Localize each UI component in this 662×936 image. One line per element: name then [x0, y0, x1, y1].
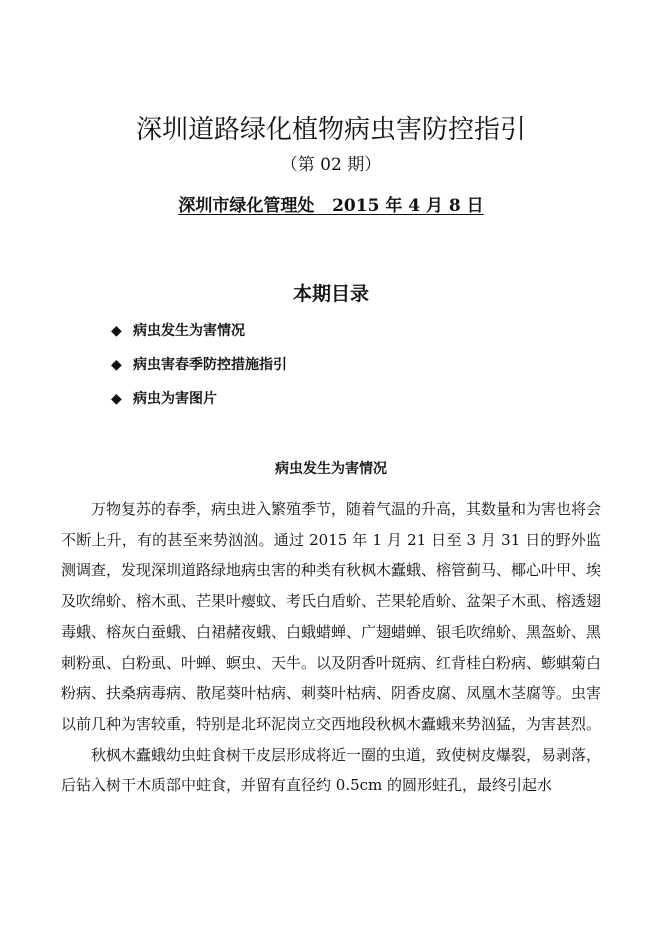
organization-date-line: [0, 193, 662, 219]
body-paragraph: 秋枫木蠹蛾幼虫蛀食树干皮层形成将近一圈的虫道，致使树皮爆裂，易剥落，后钻入树干木质部中蛀食，并留有直径约 0.5cm 的圆形蛀孔，最终引起水: [61, 745, 602, 795]
diamond-bullet-icon: ◆: [111, 391, 122, 407]
toc-item-label: 病虫害春季防控措施指引: [133, 357, 287, 373]
section-body: [61, 494, 601, 801]
table-of-contents: [111, 317, 287, 419]
toc-item: [111, 385, 287, 419]
diamond-bullet-icon: ◆: [111, 357, 122, 373]
toc-title: 本期目录: [292, 283, 369, 305]
section-title: 病虫发生为害情况: [275, 461, 387, 477]
toc-item-label: 病虫发生为害情况: [133, 323, 245, 339]
toc-item-label: 病虫为害图片: [133, 391, 217, 407]
toc-item: [111, 317, 287, 351]
diamond-bullet-icon: ◆: [111, 323, 122, 339]
body-paragraph: 万物复苏的春季，病虫进入繁殖季节，随着气温的升高，其数量和为害也将会不断上升，有的甚至来势汹汹。通过 2015 年 1 月 21 日至 3 月 31 日的野外监测调查，发现深圳道路绿地病虫害的种类有秋枫木蠹蛾、榕管蓟马、椰心叶甲、埃及吹绵蚧、榕木虱、芒果叶瘿蚊、考氏白盾蚧、芒果轮盾蚧、盆架子木虱、榕透翅毒蛾、榕灰白蚕蛾、白裙赭夜蛾、白蛾蜡蝉、广翅蜡蝉、银毛吹绵蚧、黑盔蚧、黑刺粉虱、白粉虱、叶蝉、螟虫、天牛。以及阴香叶斑病、红背桂白粉病、蟛蜞菊白粉病、扶桑病毒病、散尾葵叶枯病、刺葵叶枯病、阴香皮腐、凤凰木茎腐等。虫害以前几种为害较重，特别是北环泥岗立交西地段秋枫木蠹蛾来势汹猛，为害甚烈。: [61, 500, 602, 733]
issue-number: （第 02 期）: [280, 155, 382, 175]
organization-date-text: 深圳市绿化管理处 2015 年 4 月 8 日: [178, 196, 484, 216]
document-title: 深圳道路绿化植物病虫害防控指引: [135, 115, 526, 145]
toc-item: [111, 351, 287, 385]
